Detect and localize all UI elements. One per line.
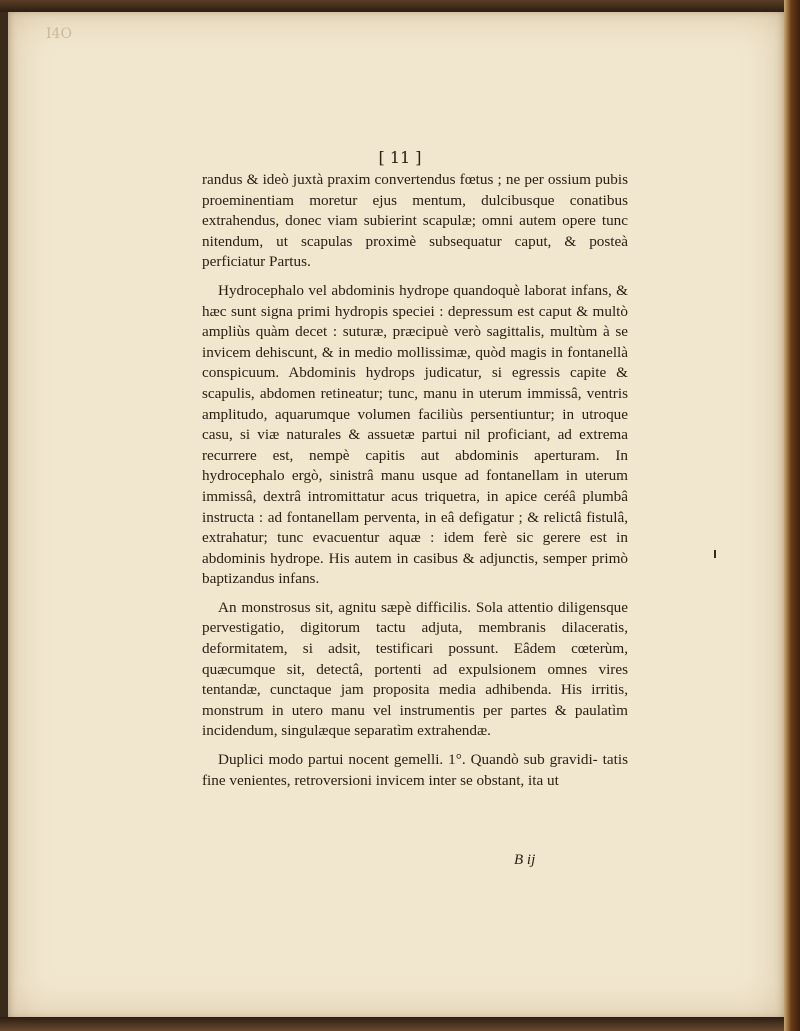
paragraph-4: Duplici modo partui nocent gemelli. 1°. Quandò sub gravidi- tatis fine venientes, retroversioni invicem inter se obstant, ita ut	[202, 751, 628, 789]
page-bottom-edge	[0, 1017, 800, 1031]
signature-mark: B ij	[514, 852, 536, 868]
page-number-header: [ 11 ]	[378, 148, 422, 167]
paragraph-2: Hydrocephalo vel abdominis hydrope quandoquè laborat infans, & hæc sunt signa primi hydropis speciei : depressum est caput & multò ampliùs quàm decet : suturæ, præcipuè verò sagittalis, multùm à se invicem dehiscunt, & in medio mollissimæ, quòd magis in fontanellà conspicuum. Abdominis hydrops judicatur, si egressis capite & scapulis, abdomen retineatur; tunc, manu in uterum immissâ, ventris amplitudo, aquarumque volumen faciliùs persentiuntur; in utroque casu, si viæ naturales & assuetæ partui nil proficiant, ad extrema recurrere est, nempè capitis aut abdominis aperturam. In hydrocephalo ergò, sinistrâ manu usque ad fontanellam in uterum immissâ, dextrâ intromittatur acus triquetra, in apice ceréâ plumbâ instructa : ad fontanellam perventa, in eâ defigatur ; & relictâ fistulâ, extrahatur; tunc evacuentur aquæ : idem ferè sic gerere est in abdominis hydrope. His autem in casibus & adjunctis, semper primò baptizandus infans.	[202, 281, 628, 588]
shelfmark: I4O	[46, 26, 72, 42]
paragraph-3: An monstrosus sit, agnitu sæpè difficilis. Sola attentio diligensque pervestigatio, digitorum tactu adjuta, membranis dilaceratis, deformitatem, si adsit, testificari possunt. Eâdem cœterùm, quæcumque sit, detectâ, portenti ad expulsionem omnes vires tentandæ, cunctaque jam proposita media adhibenda. His irritis, monstrum in utero manu vel instrumentis per partes & paulatìm incidendum, singulæque separatìm extrahendæ.	[202, 598, 628, 740]
body-text	[202, 170, 628, 799]
paragraph-1: randus & ideò juxtà praxim convertendus fœtus ; ne per ossium pubis proeminentiam moretur ejus mentum, dulcibusque conatibus extrahendus, donec viam subierint scapulæ; omni autem opere tunc nitendum, ut scapulas proximè subsequatur caput, & posteà perficiatur Partus.	[202, 171, 628, 271]
margin-mark	[714, 550, 716, 558]
page-top-edge	[0, 0, 800, 12]
